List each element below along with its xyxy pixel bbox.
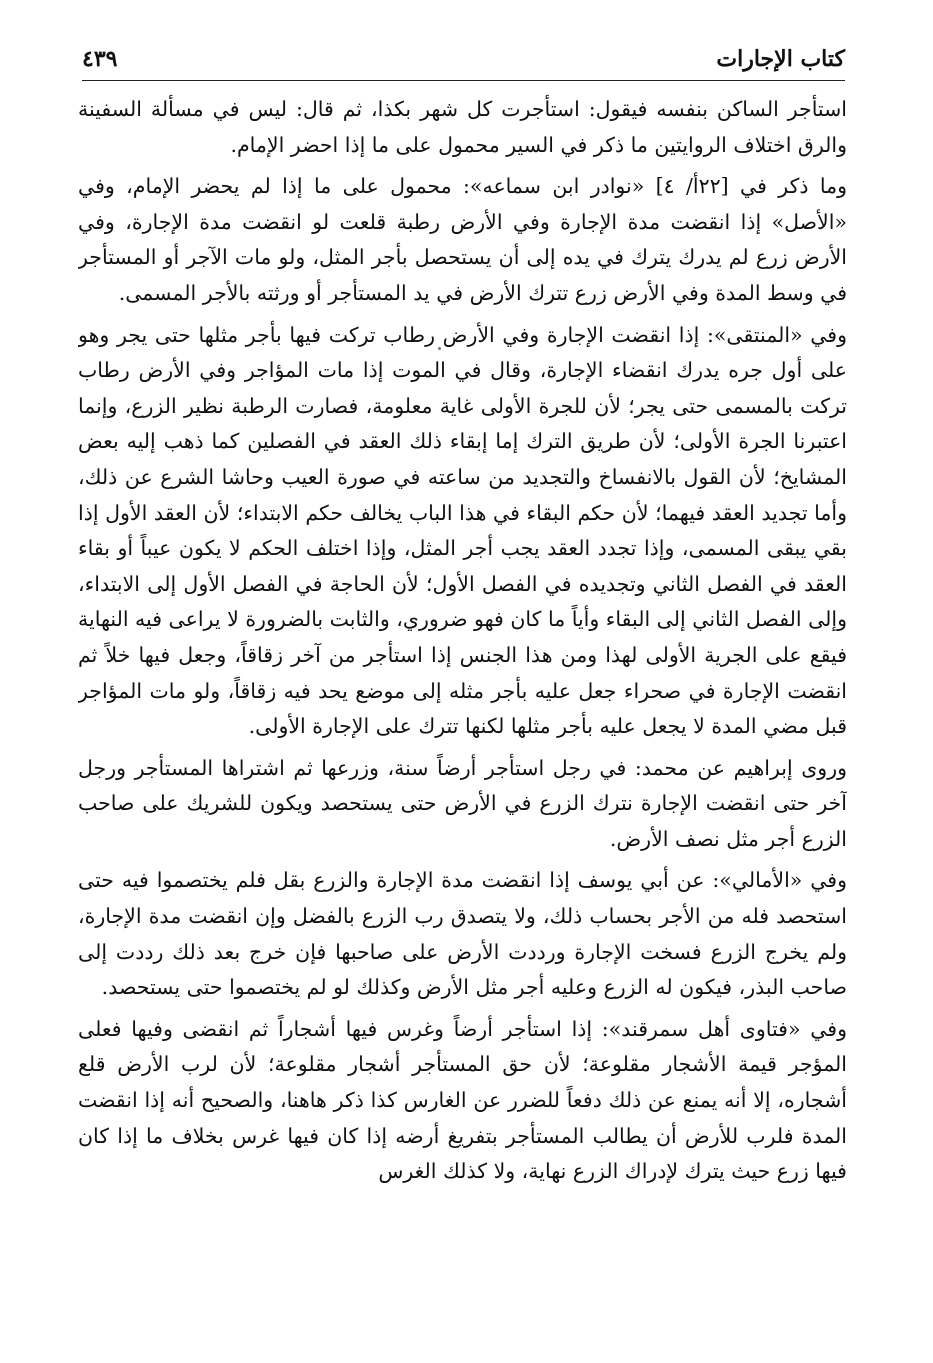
body-text [78,92,847,1359]
paragraph-2: وما ذكر في [٢٢أ/ ٤] «نوادر ابن سماعه»: محمول على ما إذا لم يحضر الإمام، وفي «الأصل» إذا انقضت مدة الإجارة وفي الأرض رطبة قلعت لو انقضت مدة الإجارة، وفي الأرض زرع لم يدرك يترك في يده إلى أن يستحصل بأجر المثل، ولو مات الآجر أو المستأجر في وسط المدة وفي الأرض زرع تترك الأرض في يد المستأجر أو ورثته بالأجر المسمى. [78,174,847,305]
paragraph-5: وفي «الأمالي»: عن أبي يوسف إذا انقضت مدة الإجارة والزرع بقل فلم يختصموا فيه حتى استحصد فله من الأجر بحساب ذلك، ولا يتصدق رب الزرع بالفضل وإن انقضت مدة الإجارة، ولم يخرج الزرع فسخت الإجارة ورددت الأرض على صاحبها فإن خرج بعد ذلك رددت إلى صاحب البذر، فيكون له الزرع وعليه أجر مثل الأرض وكذلك لو لم يختصموا حتى يستحصد. [78,868,847,1000]
paragraph-3: وفي «المنتقى»: إذا انقضت الإجارة وفي الأرض رطاب تركت فيها بأجر مثلها حتى يجر وهو على أول جره يدرك انقضاء الإجارة، وقال في الموت إذا مات المؤاجر وفي الأرض رطاب تركت بالمسمى حتى يجر؛ لأن للجرة الأولى غاية معلومة، فصارت الرطبة نظير الزرع، وإنما اعتبرنا الجرة الأولى؛ لأن طريق الترك إما إبقاء ذلك العقد في الفصلين كما ذهب إليه بعض المشايخ؛ لأن القول بالانفساخ والتجديد من ساعته في صورة العيب وحاشا الشرع عن ذلك، وأما تجديد العقد فيهما؛ لأن حكم البقاء في هذا الباب يخالف حكم الابتداء؛ لأن العقد الأول إذا بقي يبقى المسمى، وإذا تجدد العقد يجب أجر المثل، وإذا اختلف الحكم لا يكون عيباً أو بقاء العقد في الفصل الثاني وتجديده في الفصل الأول؛ لأن الحاجة في الفصل الأول إلى الابتداء، وإلى الفصل الثاني إلى البقاء وأياً ما كان فهو ضروري، والثابت بالضرورة لا يراعى فيه النهاية فيقع على الجرية الأولى لهذا ومن هذا الجنس إذا استأجر من آخر زقاقاً، وجعل فيها خلاً ثم انقضت الإجارة في صحراء جعل عليه بأجر مثله إلى موضع يحد فيه زقاقاً، ولو مات المؤاجر قبل مضي المدة لا يجعل عليه بأجر مثلها لكنها تترك على الإجارة الأولى. [78,322,847,739]
paragraph-4: وروى إبراهيم عن محمد: في رجل استأجر أرضاً سنة، وزرعها ثم اشتراها المستأجر ورجل آخر حتى انقضت الإجارة نترك الزرع في الأرض حتى يستحصد ويكون للشريك على صاحب الزرع أجر مثل نصف الأرض. [78,755,847,851]
print-speck [438,347,441,350]
book-title: كتاب الإجارات [716,46,845,72]
paragraph-6: وفي «فتاوى أهل سمرقند»: إذا استأجر أرضاً وغرس فيها أشجاراً ثم انقضى وفيها فعلى المؤجر قيمة الأشجار مقلوعة؛ لأن حق المستأجر أشجار مقلوعة؛ لأن لرب الأرض قلع أشجاره، إلا أنه يمنع عن ذلك دفعاً للضرر عن الغارس كذا ذكر هاهنا، والصحيح أنه إذا انقضت المدة فلرب للأرض أن يطالب المستأجر بتفريغ أرضه إذا كان فيها غرس بخلاف ما إذا كان فيها زرع حيث يترك لإدراك الزرع نهاية، ولا كذلك الغرس [78,1016,847,1184]
paragraph-1: استأجر الساكن بنفسه فيقول: استأجرت كل شهر بكذا، ثم قال: ليس في مسألة السفينة والرق اختلاف الروايتين ما ذكر في السير محمول على ما إذا احضر الإمام. [78,97,847,157]
header-divider [82,80,845,81]
page-number: ٤٣٩ [82,46,118,72]
page-header [82,38,845,78]
